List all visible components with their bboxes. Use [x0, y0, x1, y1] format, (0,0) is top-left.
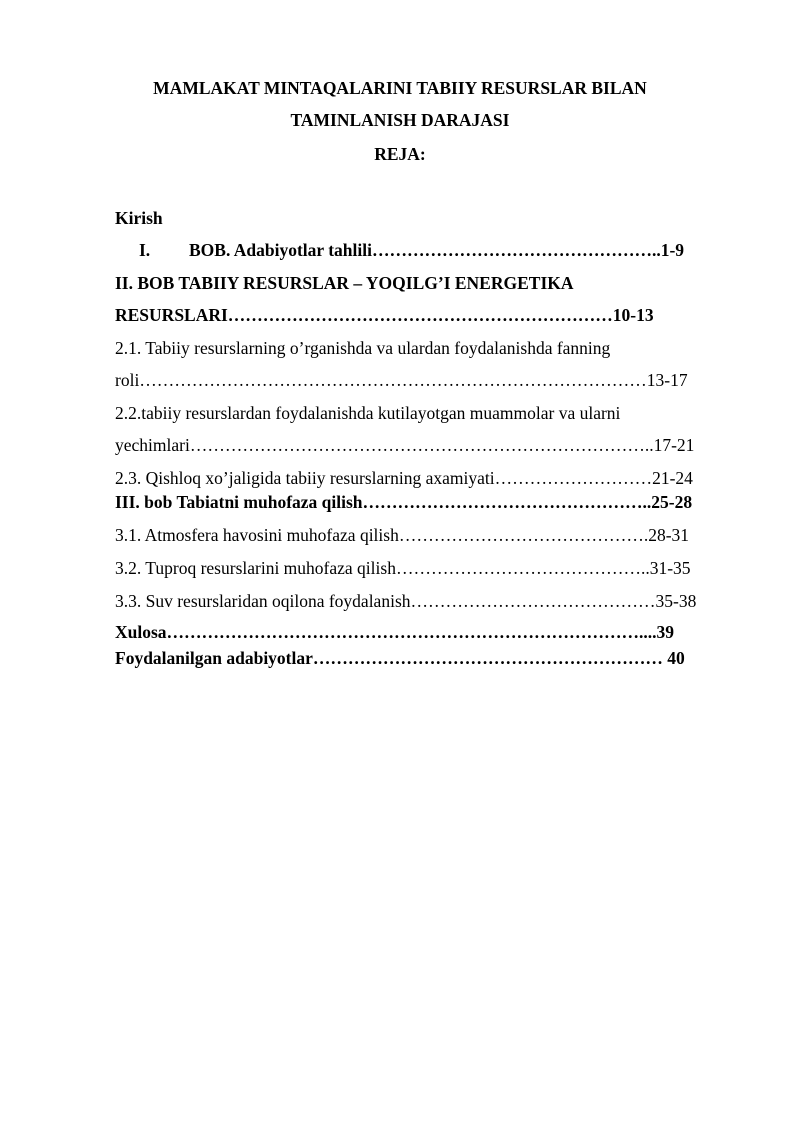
toc-chapter-1-number: I.: [139, 240, 151, 260]
toc-section-2-2-line-2: yechimlari……………………………………………………………………..17-21: [115, 435, 695, 455]
toc-chapter-1: BOB. Adabiyotlar tahlili…………………………………………..1-9: [189, 240, 685, 260]
document-subtitle: REJA:: [374, 144, 426, 164]
toc-xulosa: Xulosa………………………………………………………………………....39: [115, 622, 675, 642]
document-title-line-1: MAMLAKAT MINTAQALARINI TABIIY RESURSLAR BILAN: [153, 78, 647, 98]
toc-section-2-2-line-1: 2.2.tabiiy resurslardan foydalanishda kutilayotgan muammolar va ularni: [115, 403, 621, 423]
toc-section-3-2: 3.2. Tuproq resurslarini muhofaza qilish……………………………………..31-35: [115, 558, 691, 578]
toc-kirish: Kirish: [115, 208, 163, 228]
toc-section-3-3: 3.3. Suv resurslaridan oqilona foydalanish……………………………………35-38: [115, 591, 697, 611]
toc-chapter-2-line-1: II. BOB TABIIY RESURSLAR – YOQILG’I ENERGETIKA: [115, 273, 574, 293]
toc-chapter-2-line-2: RESURSLARI…………………………………………………………10-13: [115, 305, 654, 325]
toc-chapter-3: III. bob Tabiatni muhofaza qilish…………………………………………..25-28: [115, 492, 693, 512]
toc-section-3-1: 3.1. Atmosfera havosini muhofaza qilish…………………………………….28-31: [115, 525, 690, 545]
toc-section-2-3: 2.3. Qishloq xo’jaligida tabiiy resurslarning axamiyati………………………21-24: [115, 468, 693, 488]
toc-section-2-1-line-2: roli……………………………………………………………………………13-17: [115, 370, 688, 390]
document-title-line-2: TAMINLANISH DARAJASI: [290, 110, 510, 130]
toc-section-2-1-line-1: 2.1. Tabiiy resurslarning o’rganishda va ulardan foydalanishda fanning: [115, 338, 611, 358]
toc-adabiyotlar: Foydalanilgan adabiyotlar…………………………………………………… 40: [115, 648, 685, 668]
